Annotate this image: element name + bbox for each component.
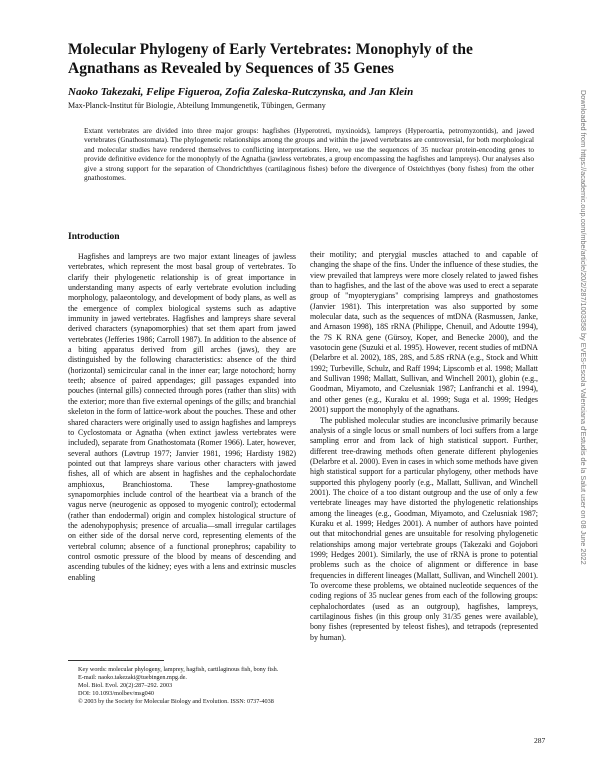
paper-title: Molecular Phylogeny of Early Vertebrates: Monophyly of the Agnathans as Revealed by Sequences of 35 Genes (68, 41, 473, 77)
footnote-doi: DOI: 10.1093/molbev/msg040 (78, 690, 154, 697)
body-paragraph: their motility; and pterygial muscles attached to and capable of changing the shape of the fins. Under the influence of these studies, the view prevailed that lampreys were more closely related to jawed fishes than to hagfishes, and the last of the above was used to erect a separate group of "myopterygians" comprising lampreys and gnathostomes (Janvier 1981). This interpretation was also supported by some molecular data, such as the sequences of mtDNA (Rasmussen, Janke, and Arnason 1998), 18S rRNA (Philippe, Chenuil, and Adoutte 1994), the 7S K RNA gene (Gürsoy, Koper, and Benecke 2000), and the vasotocin gene (Suzuki et al. 1995). However, recent studies of mtDNA (Delarbre et al. 2002), 18S, 28S, and 5.8S rRNA (e.g., Stock and Whitt 1992; Turbeville, Schulz, and Raff 1994; Lipscomb et al. 1998; Mallatt and Sullivan 1998; Mallatt, Sullivan, and Winchell 2001), globin (e.g., Goodman, Miyamoto, and Czelusniak 1987; Lanfranchi et al. 1994), and other genes (e.g., Kuraku et al. 1999; Suga et al. 1999; Hedges 2001) support the monophyly of the agnathans. (310, 250, 538, 415)
author-list: Naoko Takezaki, Felipe Figueroa, Zofia Zaleska-Rutczynska, and Jan Klein (68, 86, 414, 98)
body-paragraph: The published molecular studies are inconclusive primarily because analysis of a single locus or small numbers of loci suffers from a large sampling error and from lack of high statistical support. Further, different tree-drawing methods often generate different phylogenies (Delarbre et al. 2000). Even in cases in which some methods have given high statistical support for a particular phylogeny, other methods have supported this phylogeny poorly (e.g., Mallatt, Sullivan, and Winchell 2001). The choice of a too distant outgroup and the use of only a few vertebrate lineages may have distorted the phylogenetic relationships among the lineages (e.g., Goodman, Miyamoto, and Czelusniak 1987; Kuraku et al. 1999; Hedges 2001). A number of authors have pointed out that mitochondrial genes are unsuitable for resolving phylogenetic relationships among major vertebrate groups (Takezaki and Gojobori 1999; Hedges 2001). Similarly, the use of rRNA is prone to potential problems such as the choice of alignment or difference in base frequencies in different lineages (Mallatt, Sullivan, and Winchell 2001). To overcome these problems, we obtained nucleotide sequences of the coding regions of 35 nuclear genes from each of the following groups: cephalochordates (used as an outgroup), hagfishes, lampreys, cartilaginous fishes (in this group only 31/35 genes were available), bony fishes (represented by teleost fishes), and tetrapods (represented by human). (310, 415, 538, 642)
page-number: 287 (534, 736, 546, 745)
footnote-copyright: © 2003 by the Society for Molecular Biology and Evolution. ISSN: 0737-4038 (78, 698, 274, 705)
footnotes (68, 666, 300, 706)
body-paragraph: Hagfishes and lampreys are two major extant lineages of jawless vertebrates, which represent the most basal group of vertebrates. To clarify their phylogenetic relationship is of great importance in understanding many aspects of early vertebrate evolution including morphology, palaeontology, and development of body plans, as well as the emergence of complex biological systems such as adaptive immunity in jawed vertebrates. Hagfishes and lampreys share several derived characters (synapomorphies) that set them apart from jawed vertebrates (Jefferies 1986; Carroll 1987). In addition to the absence of a biting apparatus derived from gill arches (jaws), they are distinguished by the following characteristics: absence of the third (horizontal) semicircular canal in the inner ear; large notochord; horny teeth; absence of paired appendages; gill passages expanded into pouches (internal gills) connected through pores (rather than slits) with the exterior; more than five external openings of the gills; and branchial skeleton in the form of lattice-work about the pouches. These and other shared characters were originally used to assign hagfishes and lampreys to Cyclostomata or Agnatha (when extinct jawless vertebrates were included), separate from Gnathostomata (Romer 1966). Later, however, several authors (Løvtrup 1977; Janvier 1981, 1996; Hardisty 1982) pointed out that lampreys share various other characters with jawed fishes, all of which are absent in hagfishes and the cephalochordate amphioxus, Branchiostoma. These lamprey-gnathostome synapomorphies include control of the heartbeat via a branch of the vagus nerve (neurogenic as opposed to myogenic control); ectodermal (rather than endodermal) origin and complex histological structure of the adenohypophysis; presence of arcualia—small irregular cartilages on either side of the dorsal nerve cord, representing elements of the vertebral column; absence of a functional pronephros; capability to control osmotic pressure of the blood by means of descending and ascending tubules of the kidney; eyes with a lens and extrinsic muscles enabling (68, 252, 296, 582)
footnote-keywords: Key words: molecular phylogeny, lamprey, hagfish, cartilaginous fish, bony fish. (78, 666, 279, 673)
download-watermark: Downloaded from https://academic.oup.com/mbe/article/20/2/287/1003358 by EVES-Escola Valenciana d'Estudis de la Salut user on 08 June 2022 (579, 90, 588, 565)
body-column-left (68, 252, 296, 583)
footnote-divider (68, 660, 164, 661)
footnote-journal: Mol. Biol. Evol. 20(2):287–292. 2003 (78, 682, 173, 689)
affiliation: Max-Planck-Institut für Biologie, Abteilung Immungenetik, Tübingen, Germany (68, 101, 326, 110)
footnote-email[interactable]: E-mail: naoko.takezaki@tuebingen.mpg.de. (78, 674, 187, 681)
section-heading-introduction: Introduction (68, 232, 120, 242)
abstract: Extant vertebrates are divided into three major groups: hagfishes (Hyperotreti, myxinoids), lampreys (Hyperoartia, petromyzontids), and jawed vertebrates (Gnathostomata). The phylogenetic relationships among the groups and within the jawed vertebrates are controversial, for both morphological and molecular studies have rendered themselves to conflicting interpretations. Here, we use the sequences of 35 nuclear protein-encoding genes to provide definitive evidence for the monophyly of the Agnatha (jawless vertebrates, a group encompassing the hagfishes and lampreys). Our analyses also give a strong support for the separation of Chondrichthyes (cartilaginous fishes) before the divergence of Osteichthyes (bony fishes) from the other gnathostomes. (84, 126, 534, 183)
body-column-right (310, 250, 538, 643)
